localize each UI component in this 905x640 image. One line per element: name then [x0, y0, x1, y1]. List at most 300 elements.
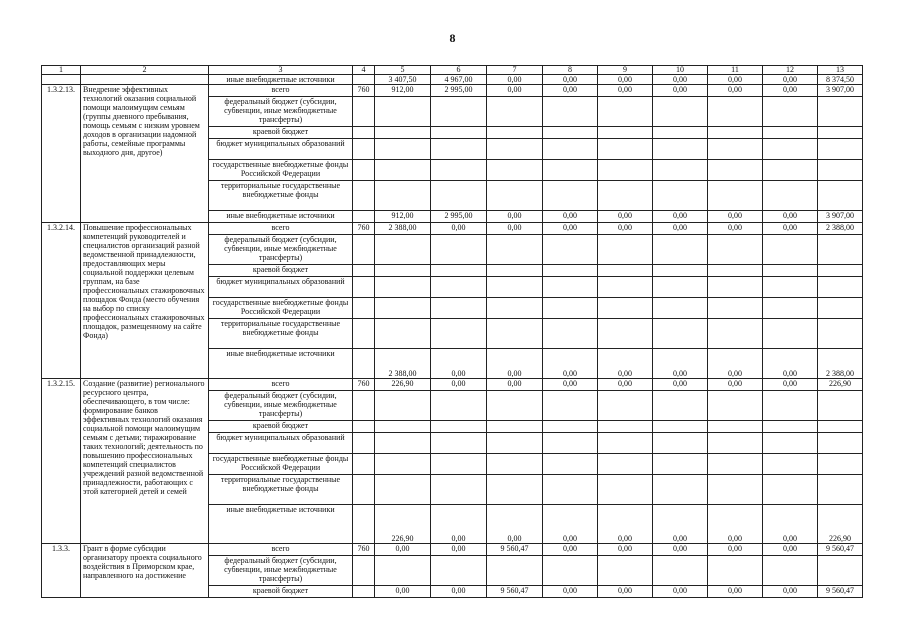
grbs-cell — [353, 421, 375, 433]
amount-cell — [708, 391, 763, 421]
column-number-cell: 11 — [708, 66, 763, 75]
amount-cell — [487, 433, 543, 454]
amount-cell: 0,00 — [653, 586, 708, 598]
amount-cell — [818, 319, 863, 349]
grbs-cell — [353, 454, 375, 475]
item-code-cell: 1.3.2.13. — [42, 85, 81, 223]
amount-cell: 0,00 — [763, 544, 818, 556]
amount-cell: 0,00 — [431, 544, 487, 556]
funding-source-cell: государственные внебюджетные фонды Российской Федерации — [209, 298, 353, 319]
amount-cell: 0,00 — [598, 85, 653, 97]
item-name-cell: Создание (развитие) регионального ресурсного центра, обеспечивающего, в том числе: формирование банков эффективных технологий оказания социальной помощи малоимущим семьям с детьми; тиражирование таких технологий; деятельность по повышению профессиональных компетенций специалистов учреждений разной ведомственной принадлежности, работающих с этой категорией детей и семей — [81, 379, 209, 544]
amount-cell — [763, 454, 818, 475]
amount-cell — [763, 181, 818, 211]
amount-cell: 0,00 — [598, 75, 653, 85]
amount-cell — [818, 475, 863, 505]
amount-cell — [375, 556, 431, 586]
amount-cell — [375, 433, 431, 454]
amount-cell: 3 907,00 — [818, 85, 863, 97]
amount-cell — [818, 277, 863, 298]
amount-cell: 0,00 — [708, 379, 763, 391]
amount-cell — [487, 391, 543, 421]
amount-cell: 912,00 — [375, 211, 431, 223]
amount-cell — [375, 235, 431, 265]
column-number-cell: 6 — [431, 66, 487, 75]
funding-source-cell: краевой бюджет — [209, 586, 353, 598]
page-number: 8 — [449, 31, 456, 45]
amount-cell — [763, 391, 818, 421]
amount-cell — [818, 454, 863, 475]
amount-cell — [543, 265, 598, 277]
amount-cell — [708, 160, 763, 181]
funding-source-cell: федеральный бюджет (субсидии, субвенции, иные межбюджетные трансферты) — [209, 556, 353, 586]
amount-cell: 0,00 — [653, 223, 708, 235]
table-row — [42, 85, 863, 97]
amount-cell — [487, 298, 543, 319]
amount-cell: 0,00 — [763, 85, 818, 97]
amount-cell — [487, 475, 543, 505]
grbs-cell: 760 — [353, 379, 375, 391]
amount-cell — [653, 421, 708, 433]
amount-cell — [543, 97, 598, 127]
amount-cell — [653, 235, 708, 265]
amount-cell: 0,00 — [763, 211, 818, 223]
amount-cell — [598, 181, 653, 211]
amount-cell — [763, 160, 818, 181]
funding-source-cell: иные внебюджетные источники — [209, 349, 353, 379]
amount-cell: 2 388,00 — [375, 223, 431, 235]
amount-cell — [431, 391, 487, 421]
amount-cell: 0,00 — [653, 544, 708, 556]
amount-cell — [708, 556, 763, 586]
grbs-cell — [353, 75, 375, 85]
column-number-cell: 10 — [653, 66, 708, 75]
amount-cell — [763, 127, 818, 139]
item-name-cell: Внедрение эффективных технологий оказания социальной помощи малоимущим семьям (группы дневного пребывания, помощь семьям с низким уровнем доходов в организации надомной работы, семейные программы выходного дня, другое) — [81, 85, 209, 223]
amount-cell: 0,00 — [763, 379, 818, 391]
amount-cell — [598, 235, 653, 265]
amount-cell: 2 995,00 — [431, 211, 487, 223]
amount-cell — [653, 391, 708, 421]
amount-cell: 9 560,47 — [487, 544, 543, 556]
amount-cell — [543, 298, 598, 319]
amount-cell — [375, 160, 431, 181]
amount-cell: 0,00 — [708, 544, 763, 556]
amount-cell: 0,00 — [598, 544, 653, 556]
amount-cell: 0,00 — [487, 85, 543, 97]
grbs-cell — [353, 556, 375, 586]
amount-cell — [763, 298, 818, 319]
amount-cell — [431, 127, 487, 139]
amount-cell: 0,00 — [708, 586, 763, 598]
grbs-cell — [353, 505, 375, 544]
amount-cell: 0,00 — [543, 349, 598, 379]
amount-cell — [708, 139, 763, 160]
amount-cell — [543, 433, 598, 454]
grbs-cell — [353, 181, 375, 211]
amount-cell — [598, 277, 653, 298]
amount-cell — [431, 433, 487, 454]
column-number-cell: 7 — [487, 66, 543, 75]
amount-cell: 0,00 — [653, 349, 708, 379]
amount-cell — [598, 319, 653, 349]
column-number-row — [42, 66, 863, 75]
name-cell — [81, 75, 209, 85]
amount-cell — [598, 160, 653, 181]
amount-cell — [763, 235, 818, 265]
amount-cell: 0,00 — [598, 586, 653, 598]
amount-cell — [543, 421, 598, 433]
amount-cell — [763, 319, 818, 349]
amount-cell — [653, 160, 708, 181]
grbs-cell — [353, 160, 375, 181]
amount-cell — [487, 127, 543, 139]
amount-cell — [431, 235, 487, 265]
amount-cell — [431, 556, 487, 586]
funding-source-cell: краевой бюджет — [209, 421, 353, 433]
table-row — [42, 75, 863, 85]
amount-cell: 0,00 — [653, 211, 708, 223]
amount-cell — [818, 298, 863, 319]
amount-cell — [431, 97, 487, 127]
amount-cell — [375, 391, 431, 421]
amount-cell: 0,00 — [431, 505, 487, 544]
amount-cell: 0,00 — [763, 349, 818, 379]
amount-cell: 0,00 — [653, 379, 708, 391]
column-number-cell: 13 — [818, 66, 863, 75]
amount-cell — [431, 475, 487, 505]
amount-cell — [543, 319, 598, 349]
grbs-cell: 760 — [353, 544, 375, 556]
amount-cell — [543, 127, 598, 139]
table-row — [42, 379, 863, 391]
amount-cell — [375, 298, 431, 319]
funding-source-cell: всего — [209, 85, 353, 97]
amount-cell — [487, 454, 543, 475]
amount-cell — [653, 127, 708, 139]
amount-cell: 0,00 — [543, 586, 598, 598]
funding-source-cell: территориальные государственные внебюджетные фонды — [209, 181, 353, 211]
funding-source-cell: бюджет муниципальных образований — [209, 139, 353, 160]
amount-cell — [818, 160, 863, 181]
amount-cell — [708, 454, 763, 475]
amount-cell — [708, 319, 763, 349]
amount-cell: 226,90 — [375, 505, 431, 544]
grbs-cell — [353, 211, 375, 223]
amount-cell — [543, 277, 598, 298]
amount-cell — [375, 97, 431, 127]
amount-cell — [543, 181, 598, 211]
amount-cell — [763, 265, 818, 277]
grbs-cell — [353, 265, 375, 277]
funding-source-cell: государственные внебюджетные фонды Российской Федерации — [209, 454, 353, 475]
funding-source-cell: иные внебюджетные источники — [209, 505, 353, 544]
amount-cell — [543, 235, 598, 265]
amount-cell: 0,00 — [431, 349, 487, 379]
amount-cell: 0,00 — [543, 85, 598, 97]
amount-cell — [598, 298, 653, 319]
amount-cell: 8 374,50 — [818, 75, 863, 85]
amount-cell: 2 388,00 — [818, 223, 863, 235]
column-number-cell: 12 — [763, 66, 818, 75]
amount-cell — [763, 421, 818, 433]
amount-cell — [653, 298, 708, 319]
amount-cell: 0,00 — [543, 211, 598, 223]
grbs-cell — [353, 586, 375, 598]
amount-cell: 9 560,47 — [487, 586, 543, 598]
amount-cell — [431, 139, 487, 160]
funding-source-cell: бюджет муниципальных образований — [209, 433, 353, 454]
amount-cell — [431, 421, 487, 433]
amount-cell: 0,00 — [375, 544, 431, 556]
amount-cell — [598, 433, 653, 454]
amount-cell — [543, 160, 598, 181]
amount-cell — [708, 181, 763, 211]
funding-source-cell: иные внебюджетные источники — [209, 211, 353, 223]
amount-cell — [818, 433, 863, 454]
amount-cell — [598, 556, 653, 586]
amount-cell: 0,00 — [708, 85, 763, 97]
amount-cell — [431, 319, 487, 349]
funding-source-cell: краевой бюджет — [209, 127, 353, 139]
amount-cell: 0,00 — [653, 75, 708, 85]
amount-cell — [375, 181, 431, 211]
amount-cell — [653, 277, 708, 298]
amount-cell — [763, 433, 818, 454]
amount-cell — [598, 421, 653, 433]
amount-cell: 226,90 — [818, 505, 863, 544]
amount-cell — [375, 319, 431, 349]
grbs-cell: 760 — [353, 223, 375, 235]
amount-cell — [487, 181, 543, 211]
amount-cell — [708, 235, 763, 265]
amount-cell — [708, 298, 763, 319]
amount-cell: 0,00 — [543, 223, 598, 235]
amount-cell — [818, 181, 863, 211]
amount-cell — [598, 127, 653, 139]
amount-cell — [708, 265, 763, 277]
funding-source-cell: территориальные государственные внебюджетные фонды — [209, 475, 353, 505]
amount-cell: 0,00 — [431, 379, 487, 391]
amount-cell: 0,00 — [598, 379, 653, 391]
amount-cell: 0,00 — [543, 75, 598, 85]
amount-cell — [375, 265, 431, 277]
amount-cell: 3 907,00 — [818, 211, 863, 223]
amount-cell: 0,00 — [708, 223, 763, 235]
amount-cell — [375, 454, 431, 475]
amount-cell: 0,00 — [487, 75, 543, 85]
grbs-cell — [353, 391, 375, 421]
amount-cell — [763, 475, 818, 505]
amount-cell: 0,00 — [708, 349, 763, 379]
amount-cell — [818, 97, 863, 127]
funding-source-cell: территориальные государственные внебюджетные фонды — [209, 319, 353, 349]
amount-cell — [431, 160, 487, 181]
amount-cell — [431, 181, 487, 211]
amount-cell — [487, 421, 543, 433]
amount-cell: 226,90 — [375, 379, 431, 391]
amount-cell — [818, 265, 863, 277]
amount-cell — [375, 475, 431, 505]
amount-cell — [598, 475, 653, 505]
amount-cell — [818, 391, 863, 421]
amount-cell — [598, 391, 653, 421]
amount-cell — [543, 454, 598, 475]
column-number-cell: 2 — [81, 66, 209, 75]
amount-cell — [375, 139, 431, 160]
amount-cell — [653, 556, 708, 586]
funding-source-cell: бюджет муниципальных образований — [209, 277, 353, 298]
amount-cell — [375, 277, 431, 298]
grbs-cell — [353, 475, 375, 505]
amount-cell — [653, 454, 708, 475]
column-number-cell: 4 — [353, 66, 375, 75]
amount-cell — [818, 127, 863, 139]
column-number-cell: 8 — [543, 66, 598, 75]
amount-cell — [487, 97, 543, 127]
funding-source-cell: федеральный бюджет (субсидии, субвенции, иные межбюджетные трансферты) — [209, 235, 353, 265]
amount-cell: 2 995,00 — [431, 85, 487, 97]
amount-cell — [431, 277, 487, 298]
budget-table — [41, 65, 863, 598]
grbs-cell: 760 — [353, 85, 375, 97]
amount-cell — [487, 139, 543, 160]
amount-cell — [708, 277, 763, 298]
funding-source-cell: всего — [209, 223, 353, 235]
amount-cell: 0,00 — [487, 349, 543, 379]
funding-source-cell: федеральный бюджет (субсидии, субвенции, иные межбюджетные трансферты) — [209, 391, 353, 421]
item-code-cell: 1.3.2.14. — [42, 223, 81, 379]
amount-cell: 912,00 — [375, 85, 431, 97]
amount-cell — [487, 319, 543, 349]
amount-cell — [818, 421, 863, 433]
amount-cell — [487, 277, 543, 298]
amount-cell — [598, 139, 653, 160]
funding-source-cell: иные внебюджетные источники — [209, 75, 353, 85]
funding-source-cell: государственные внебюджетные фонды Российской Федерации — [209, 160, 353, 181]
grbs-cell — [353, 298, 375, 319]
amount-cell: 0,00 — [763, 505, 818, 544]
amount-cell: 9 560,47 — [818, 586, 863, 598]
amount-cell — [708, 97, 763, 127]
amount-cell — [598, 454, 653, 475]
item-name-cell: Грант в форме субсидии организатору проекта социального воздействия в Приморском крае, направленного на достижение — [81, 544, 209, 598]
amount-cell — [708, 475, 763, 505]
amount-cell — [818, 556, 863, 586]
amount-cell: 9 560,47 — [818, 544, 863, 556]
amount-cell — [653, 319, 708, 349]
amount-cell: 0,00 — [487, 505, 543, 544]
amount-cell — [763, 97, 818, 127]
amount-cell — [487, 265, 543, 277]
amount-cell: 226,90 — [818, 379, 863, 391]
amount-cell — [487, 160, 543, 181]
amount-cell: 0,00 — [708, 211, 763, 223]
grbs-cell — [353, 433, 375, 454]
amount-cell — [543, 139, 598, 160]
amount-cell: 0,00 — [598, 223, 653, 235]
amount-cell: 0,00 — [708, 505, 763, 544]
amount-cell — [598, 265, 653, 277]
amount-cell: 0,00 — [763, 75, 818, 85]
item-code-cell: 1.3.3. — [42, 544, 81, 598]
amount-cell: 0,00 — [653, 505, 708, 544]
amount-cell — [708, 433, 763, 454]
amount-cell — [543, 556, 598, 586]
amount-cell — [431, 265, 487, 277]
amount-cell — [818, 235, 863, 265]
amount-cell: 2 388,00 — [818, 349, 863, 379]
amount-cell: 0,00 — [431, 223, 487, 235]
amount-cell — [598, 97, 653, 127]
grbs-cell — [353, 235, 375, 265]
amount-cell — [543, 391, 598, 421]
amount-cell: 0,00 — [543, 505, 598, 544]
amount-cell — [653, 433, 708, 454]
item-name-cell: Повышение профессиональных компетенций руководителей и специалистов организаций разной ведомственной принадлежности, предоставляющих меры социальной поддержки целевым группам, на базе профессиональных стажировочных площадок Фонда (место обучения на выбор по списку профессиональных стажировочных площадок, размещенному на сайте Фонда) — [81, 223, 209, 379]
amount-cell — [708, 127, 763, 139]
table-row — [42, 223, 863, 235]
amount-cell: 0,00 — [653, 85, 708, 97]
amount-cell — [487, 556, 543, 586]
amount-cell — [375, 421, 431, 433]
amount-cell: 0,00 — [487, 223, 543, 235]
amount-cell: 0,00 — [598, 349, 653, 379]
amount-cell: 0,00 — [487, 379, 543, 391]
grbs-cell — [353, 349, 375, 379]
column-number-cell: 1 — [42, 66, 81, 75]
amount-cell — [818, 139, 863, 160]
column-number-cell: 5 — [375, 66, 431, 75]
grbs-cell — [353, 319, 375, 349]
amount-cell — [653, 139, 708, 160]
grbs-cell — [353, 97, 375, 127]
funding-source-cell: всего — [209, 379, 353, 391]
funding-source-cell: федеральный бюджет (субсидии, субвенции, иные межбюджетные трансферты) — [209, 97, 353, 127]
amount-cell: 0,00 — [598, 505, 653, 544]
amount-cell — [543, 475, 598, 505]
amount-cell — [763, 277, 818, 298]
amount-cell — [487, 235, 543, 265]
amount-cell: 0,00 — [543, 544, 598, 556]
amount-cell: 0,00 — [431, 586, 487, 598]
amount-cell: 0,00 — [598, 211, 653, 223]
grbs-cell — [353, 277, 375, 298]
amount-cell: 4 967,00 — [431, 75, 487, 85]
amount-cell — [653, 475, 708, 505]
amount-cell — [431, 298, 487, 319]
amount-cell: 2 388,00 — [375, 349, 431, 379]
amount-cell — [763, 139, 818, 160]
amount-cell — [375, 127, 431, 139]
amount-cell — [708, 421, 763, 433]
amount-cell: 0,00 — [763, 223, 818, 235]
amount-cell — [431, 454, 487, 475]
funding-source-cell: всего — [209, 544, 353, 556]
amount-cell — [653, 265, 708, 277]
amount-cell — [653, 181, 708, 211]
grbs-cell — [353, 127, 375, 139]
column-number-cell: 9 — [598, 66, 653, 75]
amount-cell — [653, 97, 708, 127]
table-row — [42, 544, 863, 556]
amount-cell: 0,00 — [708, 75, 763, 85]
column-number-cell: 3 — [209, 66, 353, 75]
code-cell — [42, 75, 81, 85]
grbs-cell — [353, 139, 375, 160]
amount-cell: 0,00 — [763, 586, 818, 598]
amount-cell: 0,00 — [375, 586, 431, 598]
